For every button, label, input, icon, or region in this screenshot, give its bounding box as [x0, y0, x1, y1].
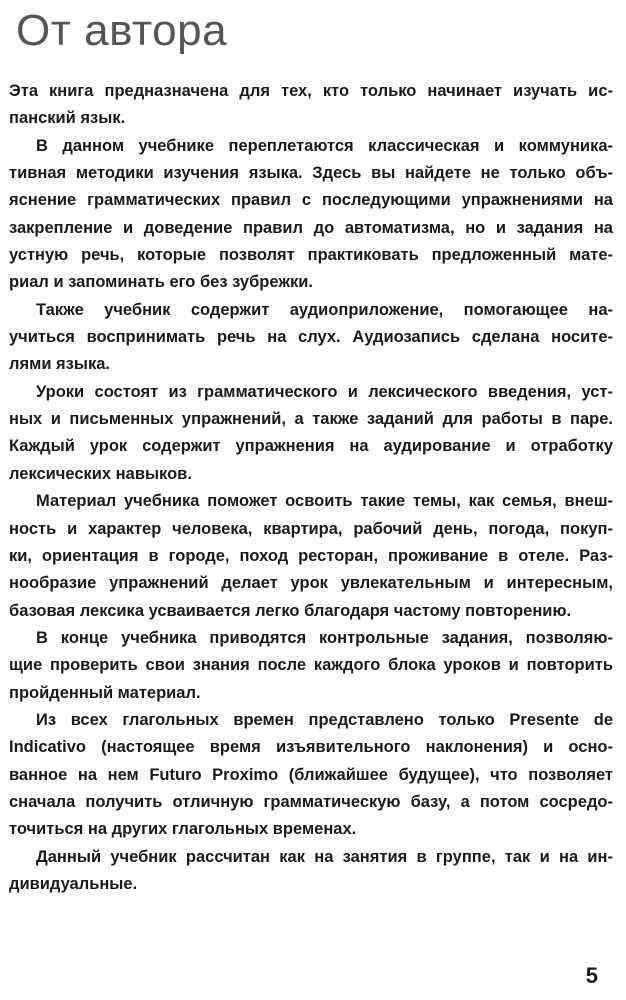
paragraph — [9, 78, 613, 133]
text-line: Каждый урок содержит упражнения на аудирование и отработку — [9, 437, 613, 456]
text-line: нообразие упражнений делает урок увлекательным и интересным, — [9, 574, 613, 593]
text-line: ность и характер человека, квартира, рабочий день, погода, покуп- — [9, 519, 613, 538]
text-line: Indicativo (настоящее время изъявительного наклонения) и осно- — [9, 738, 613, 757]
text-line: ных и письменных упражнений, а также заданий для работы в паре. — [9, 410, 613, 429]
text-line: щие проверить свои знания после каждого блока уроков и повторить — [9, 656, 613, 675]
text-line: Материал учебника поможет освоить такие темы, как семья, внеш- — [36, 492, 613, 511]
text-line: Эта книга предназначена для тех, кто только начинает изучать ис- — [9, 82, 613, 100]
text-line: ки, ориентация в городе, поход ресторан, проживание в отеле. Раз- — [9, 546, 613, 565]
text-line: лексических навыков. — [9, 464, 192, 483]
paragraph — [9, 844, 613, 899]
page-number: 5 — [585, 963, 598, 988]
paragraph — [9, 625, 613, 707]
text-line: В конце учебника приводятся контрольные задания, позволяю- — [36, 628, 613, 647]
text-line: панский язык. — [9, 109, 126, 128]
text-line: Из всех глагольных времен представлено только Presente de — [36, 710, 613, 729]
text-line: риал и запоминать его без зубрежки. — [9, 273, 314, 292]
text-line: пройденный материал. — [9, 683, 201, 702]
text-line: лями языка. — [9, 355, 110, 374]
body-text — [9, 78, 613, 898]
text-line: Уроки состоят из грамматического и лексического введения, уст- — [36, 382, 613, 401]
paragraph — [9, 379, 613, 488]
text-line: устную речь, которые позволят практиковать предложенный мате- — [9, 246, 613, 265]
text-line: В данном учебнике переплетаются классическая и коммуника- — [36, 136, 613, 155]
paragraph — [9, 133, 613, 297]
page-title: От автора — [16, 6, 228, 55]
text-line: ванное на нем Futuro Proximo (ближайшее будущее), что позволяет — [9, 765, 613, 784]
text-line: яснение грамматических правил с последующими упражнениями на — [9, 191, 613, 210]
text-line: учиться воспринимать речь на слух. Аудиозапись сделана носите- — [9, 328, 613, 347]
paragraph — [9, 297, 613, 379]
text-line: сначала получить отличную грамматическую базу, а потом сосредо- — [9, 792, 613, 811]
text-line: тивная методики изучения языка. Здесь вы найдете не только объ- — [9, 164, 613, 183]
paragraph — [9, 707, 613, 844]
text-line: базовая лексика усваивается легко благодаря частому повторению. — [9, 601, 572, 620]
text-line: Данный учебник рассчитан как на занятия в группе, так и на ин- — [36, 847, 613, 866]
text-line: дивидуальные. — [9, 874, 138, 893]
text-line: Также учебник содержит аудиоприложение, помогающее на- — [36, 300, 613, 319]
text-line: закрепление и доведение правил до автоматизма, но и задания на — [9, 218, 613, 237]
paragraph — [9, 488, 613, 625]
text-line: точиться на других глагольных временах. — [9, 820, 357, 839]
